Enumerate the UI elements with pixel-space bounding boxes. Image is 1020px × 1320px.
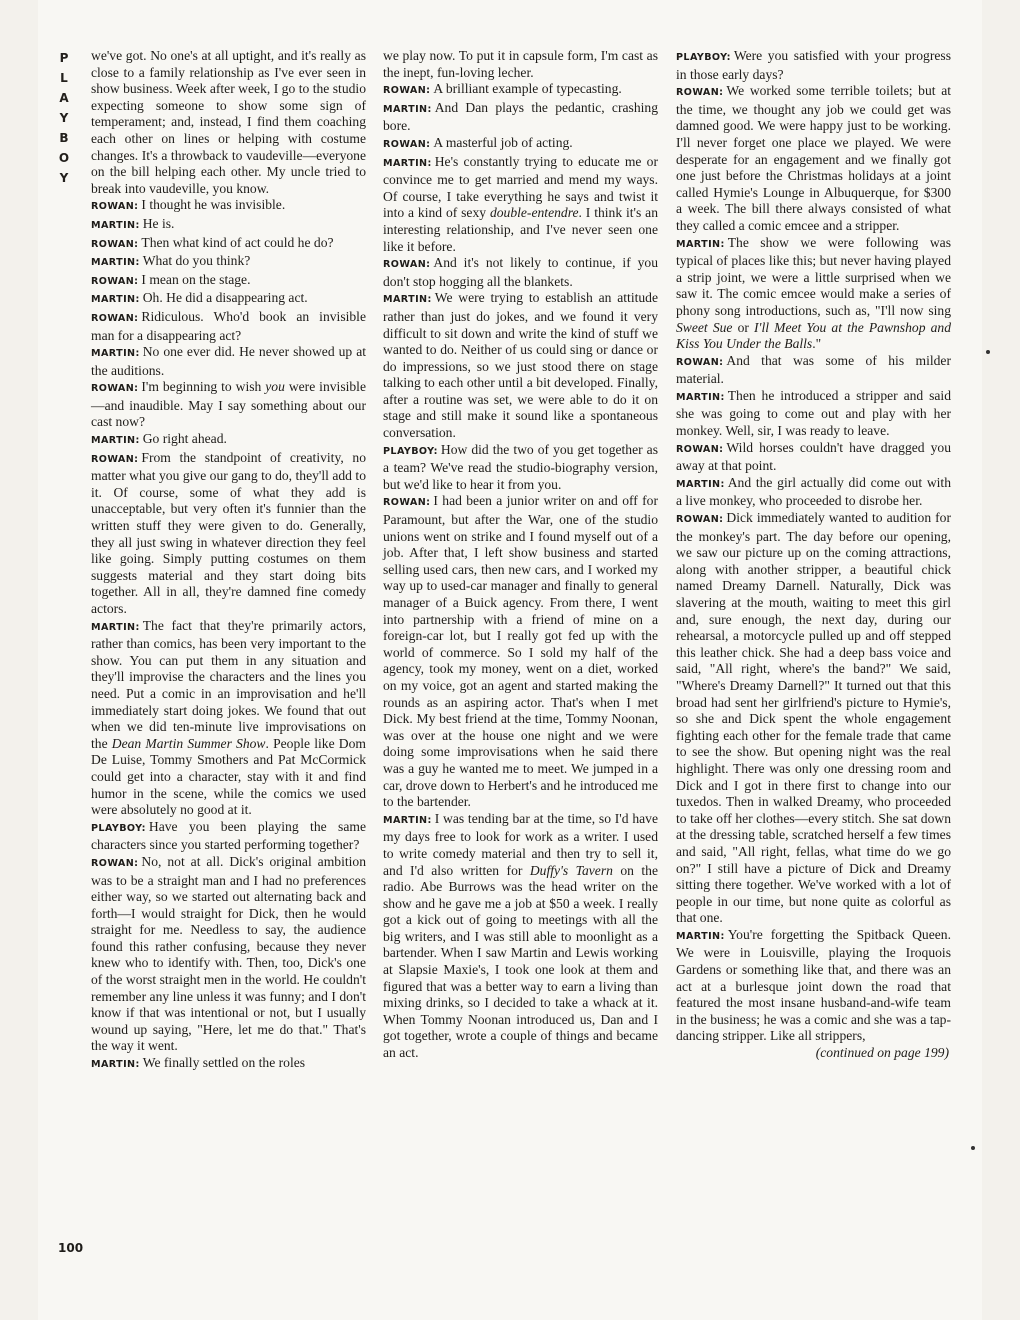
paragraph-text: I thought he was invisible. <box>141 197 286 213</box>
interview-paragraph <box>91 197 366 216</box>
text-column-3 <box>676 48 951 1062</box>
paragraph-text: How did the two of you get together as a team? We've read the studio-biography version, but we'd like to hear it from you. <box>383 441 658 492</box>
running-title-letter: B <box>59 131 69 145</box>
paragraph-text: And the girl actually did come out with a live monkey, who proceeded to disrobe her. <box>676 474 951 509</box>
interview-paragraph <box>91 290 366 309</box>
paragraph-text: We finally settled on the roles <box>142 1055 306 1071</box>
margin-mark <box>971 1146 975 1150</box>
paragraph-text: we play now. To put it in capsule form, I'm cast as the inept, fun-loving lecher. <box>383 48 658 80</box>
speaker-label: ROWAN: <box>91 453 139 465</box>
interview-paragraph <box>383 442 658 494</box>
paragraph-text: The fact that they're primarily actors, rather than comics, has been very important to the show. You can put them in any situation and they'll improvise the characters and the lines you need. Put a comic in an improvisation and he'll immediately start doing jokes. We found that out when we did ten-minute live improvisations on the Dean Martin Summer Show. People like Dom De Luise, Tommy Smothers and Pat McCormick could get into a character, stay with it and find humor in the scene, while the comics we used were absolutely no good at it. <box>91 617 366 818</box>
paragraph-text: What do you think? <box>142 253 251 269</box>
speaker-label: MARTIN: <box>91 294 140 306</box>
interview-paragraph <box>676 48 951 83</box>
interview-paragraph <box>91 618 366 819</box>
speaker-label: MARTIN: <box>383 103 432 115</box>
paragraph-text: We worked some terrible toilets; but at the time, we thought any job we could get was damned good. We were happy just to be working. I'll never forget one place we played. We were desperate for an engagement and we finally got one just before the Christmas holidays at a joint called Hymie's Lounge in Albuquerque, for $300 a week. The bill there always consisted of what they called a comic emcee and a stripper. <box>676 83 951 233</box>
paragraph-text: No, not at all. Dick's original ambition was to be a straight man and I had no preferences either way, so we started out alternating back and forth—I would straight for Dick, then he would straight for me. Needless to say, the audience found this rather confusing, because they never knew who to identify with. Then, too, Dick's one of the worst straight men in the world. He couldn't remember any line unless it was funny; and I don't know if that was intentional or not, but I usually wound up saying, "Here, let me do that." That's the way it went. <box>91 853 366 1054</box>
interview-paragraph <box>383 493 658 810</box>
paragraph-text: Then he introduced a stripper and said she was going to come out and play with her monkey. Well, sir, I was ready to leave. <box>676 387 951 439</box>
interview-paragraph <box>676 440 951 475</box>
paragraph-text: Wild horses couldn't have dragged you away at that point. <box>676 439 951 474</box>
paragraph-text: I was tending bar at the time, so I'd have my days free to look for work as a writer. I used to write comedy material and then try to sell it, and I'd also written for Duffy's Tavern on the radio. Abe Burrows was the head writer on the show and he gave me a job at $50 a week. I really got a kick out of going to meetings with all the big writers, and I was still able to moonlight as a bartender. When I saw Martin and Lewis working at Slapsie Maxie's, I took one look at them and figured that was a better way to earn a living than mixing drinks, so I decided to take a whack at it. When Tommy Noonan introduced us, Dan and I got together, wrote a couple of things and became an act. <box>383 810 659 1061</box>
interview-paragraph <box>91 309 366 344</box>
speaker-label: MARTIN: <box>91 348 140 360</box>
speaker-label: ROWAN: <box>91 201 139 213</box>
speaker-label: ROWAN: <box>676 87 724 99</box>
paragraph-text: Dick immediately wanted to audition for the monkey's part. The day before our opening, we saw our picture up on the coming attractions, along with another stripper, a beautiful chick named Dreamy Darnell. Naturally, Dick was slavering at the mouth, waiting to meet this girl and, sure enough, the next day, during our rehearsal, a motorcycle pulled up and off stepped this leather chick. She had a deep bass voice and said, "All right, where's the band?" We said, "Where's Dreamy Darnell?" It turned out that this broad had sent her girlfriend's picture to Hymie's, so she and Dick spent the whole engagement fighting each other for the female trade that came to see the show. But opening night was the real highlight. There was only one dressing room and Dick and I got in there first to change into our tuxedos. Then in walked Dreamy, who proceeded to take off her clothes—every stitch. She sat down at the dressing table, scratched herself a few times and said, "All right, fellas, what time do we go on?" I still have a picture of Dick and Dreamy sitting there together. We've worked with a lot of people in our time, but none quite as colorful as that one. <box>676 510 951 926</box>
speaker-label: ROWAN: <box>383 138 431 150</box>
speaker-label: MARTIN: <box>91 435 140 447</box>
paragraph-text: Ridiculous. Who'd book an invisible man for a disappearing act? <box>91 308 366 343</box>
paragraph-text: Oh. He did a disappearing act. <box>142 290 308 306</box>
speaker-label: ROWAN: <box>676 514 724 526</box>
interview-paragraph <box>91 819 366 854</box>
interview-paragraph <box>91 450 366 618</box>
interview-paragraph <box>383 48 658 81</box>
running-title-letter: P <box>59 51 69 65</box>
margin-mark <box>986 350 990 354</box>
speaker-label: MARTIN: <box>676 391 725 403</box>
text-column-1 <box>91 48 366 1074</box>
paragraph-text: I had been a junior writer on and off for Paramount, but after the War, one of the studio unions went on strike and I found myself out of a job. After that, I left show business and started selling used cars, then new cars, and I worked my way up to used-car manager and finally to general manager of a Buick agency. From there, I went into partnership with a friend of mine on a foreign-car lot, but I really got fed up with the world of commerce. So I sold my half of the agency, took my money, went on a diet, worked on my voice, got an agent and started making the rounds as an aspiring actor. That's when I met Dick. My best friend at the time, Tommy Noonan, was over at the house one night and we were doing some improvisations when he said there was a guy he wanted me to meet. We jumped in a car, drove down to Herbert's and he introduced me to the bartender. <box>383 493 658 810</box>
paragraph-text: Then what kind of act could he do? <box>141 234 334 250</box>
interview-paragraph <box>383 100 658 135</box>
paragraph-text: A brilliant example of typecasting. <box>433 81 622 97</box>
paragraph-text: And Dan plays the pedantic, crashing bore. <box>383 99 658 134</box>
interview-paragraph <box>676 510 951 927</box>
speaker-label: MARTIN: <box>91 219 140 231</box>
speaker-label: MARTIN: <box>676 238 725 250</box>
speaker-label: ROWAN: <box>383 259 431 271</box>
speaker-label: ROWAN: <box>676 356 724 368</box>
paragraph-text: He is. <box>142 215 175 231</box>
magazine-running-title <box>55 48 73 188</box>
interview-paragraph <box>676 83 951 234</box>
speaker-label: ROWAN: <box>676 443 724 455</box>
speaker-label: MARTIN: <box>91 257 140 269</box>
interview-paragraph <box>676 927 951 1045</box>
speaker-label: ROWAN: <box>91 238 139 250</box>
paragraph-text: we've got. No one's at all uptight, and it's really as close to a family relationship as I've ever seen in show business. Week after week, I go to the studio expecting someone to show some sign of temperament; and, instead, I find them coaching each other on lines or helping with costume changes. It's a throwback to vaudeville—everyone on the bill helping each other. My uncle tried to break into vaudeville, you know. <box>91 48 366 196</box>
speaker-label: MARTIN: <box>676 930 725 942</box>
continued-note: (continued on page 199) <box>815 1045 949 1061</box>
paragraph-text: From the standpoint of creativity, no matter what you give our gang to do, they'll add to it. Of course, some of what they add is unacceptable, but very often it's funnier than the written stuff they were given to do. Generally, they all just swing in whatever direction they feel like going. Simply putting costumes on them suggests material and they start doing bits together. All in all, they're damned fine comedy actors. <box>91 449 366 616</box>
interview-paragraph <box>91 344 366 379</box>
paragraph-text: A masterful job of acting. <box>433 134 573 150</box>
interview-paragraph <box>91 235 366 254</box>
speaker-label: MARTIN: <box>676 478 725 490</box>
interview-paragraph <box>383 154 658 256</box>
speaker-label: PLAYBOY: <box>383 445 438 457</box>
speaker-label: ROWAN: <box>91 383 139 395</box>
interview-paragraph <box>676 235 951 353</box>
running-title-letter: Y <box>59 171 69 185</box>
speaker-label: MARTIN: <box>91 621 140 633</box>
running-title-letter: O <box>58 151 70 165</box>
interview-paragraph <box>383 135 658 154</box>
running-title-letter: Y <box>59 111 69 125</box>
page-number: 100 <box>58 1241 84 1255</box>
paragraph-text: Have you been playing the same characters since you started performing together? <box>91 818 366 853</box>
speaker-label: ROWAN: <box>91 857 139 869</box>
paragraph-text: We were trying to establish an attitude rather than just do jokes, and we found it very difficult to sit down and write the kind of stuff we wanted to do. Neither of us could sing or dance or do impressions, so we just stood there on stage talking to each other until a bit developed. Finally, after a routine was set, we were able to do it on stage and still make it sound like a spontaneous conversation. <box>383 290 658 441</box>
interview-paragraph <box>676 475 951 510</box>
paragraph-text: No one ever did. He never showed up at the auditions. <box>91 344 366 378</box>
interview-paragraph <box>91 854 366 1055</box>
paragraph-text: And it's not likely to continue, if you don't stop hogging all the blankets. <box>383 255 658 289</box>
interview-paragraph <box>676 388 951 440</box>
interview-paragraph <box>91 48 366 197</box>
interview-paragraph <box>676 353 951 388</box>
interview-paragraph <box>91 431 366 450</box>
paragraph-text: The show we were following was typical of places like this; but never having played a strip joint, we were a little surprised when we saw it. The comic emcee would make a series of phony song introductions, such as, "I'll now sing Sweet Sue or I'll Meet You at the Pawnshop and Kiss You Under the Balls." <box>676 234 951 352</box>
interview-paragraph <box>91 379 366 431</box>
interview-paragraph <box>91 1055 366 1074</box>
speaker-label: MARTIN: <box>91 1059 140 1071</box>
speaker-label: MARTIN: <box>383 814 432 826</box>
speaker-label: ROWAN: <box>91 312 139 324</box>
speaker-label: ROWAN: <box>383 497 431 509</box>
interview-paragraph <box>91 253 366 272</box>
speaker-label: ROWAN: <box>91 275 139 287</box>
speaker-label: MARTIN: <box>383 294 432 306</box>
paragraph-text: You're forgetting the Spitback Queen. We were in Louisville, playing the Iroquois Gardens or something like that, and there was an act at a burlesque joint down the road that featured the most insane husband-and-wife team in the business; he was a comic and she was a tap-dancing stripper. Like all strippers, <box>676 926 951 1044</box>
speaker-label: PLAYBOY: <box>91 822 146 834</box>
interview-paragraph <box>383 81 658 100</box>
paragraph-text: He's constantly trying to educate me or convince me to get married and mend my ways. Of course, I take everything he says and twist it into a kind of sexy double-entendre. I think it's an interesting relationship, and I've never seen one like it before. <box>383 153 658 254</box>
paragraph-text: And that was some of his milder material. <box>676 352 951 387</box>
running-title-letter: L <box>60 71 68 85</box>
speaker-label: ROWAN: <box>383 85 431 97</box>
running-title-letter: A <box>59 91 69 105</box>
interview-paragraph <box>383 811 658 1062</box>
paragraph-text: I'm beginning to wish you were invisible—and inaudible. May I say something about our cast now? <box>91 379 366 430</box>
speaker-label: PLAYBOY: <box>676 52 731 63</box>
interview-paragraph <box>91 272 366 291</box>
interview-paragraph <box>383 255 658 290</box>
text-column-2 <box>383 48 658 1062</box>
interview-paragraph <box>383 290 658 441</box>
paragraph-text: Go right ahead. <box>142 431 227 447</box>
paragraph-text: Were you satisfied with your progress in those early days? <box>676 48 951 82</box>
paragraph-text: I mean on the stage. <box>141 271 251 287</box>
speaker-label: MARTIN: <box>383 157 432 169</box>
interview-paragraph <box>91 216 366 235</box>
